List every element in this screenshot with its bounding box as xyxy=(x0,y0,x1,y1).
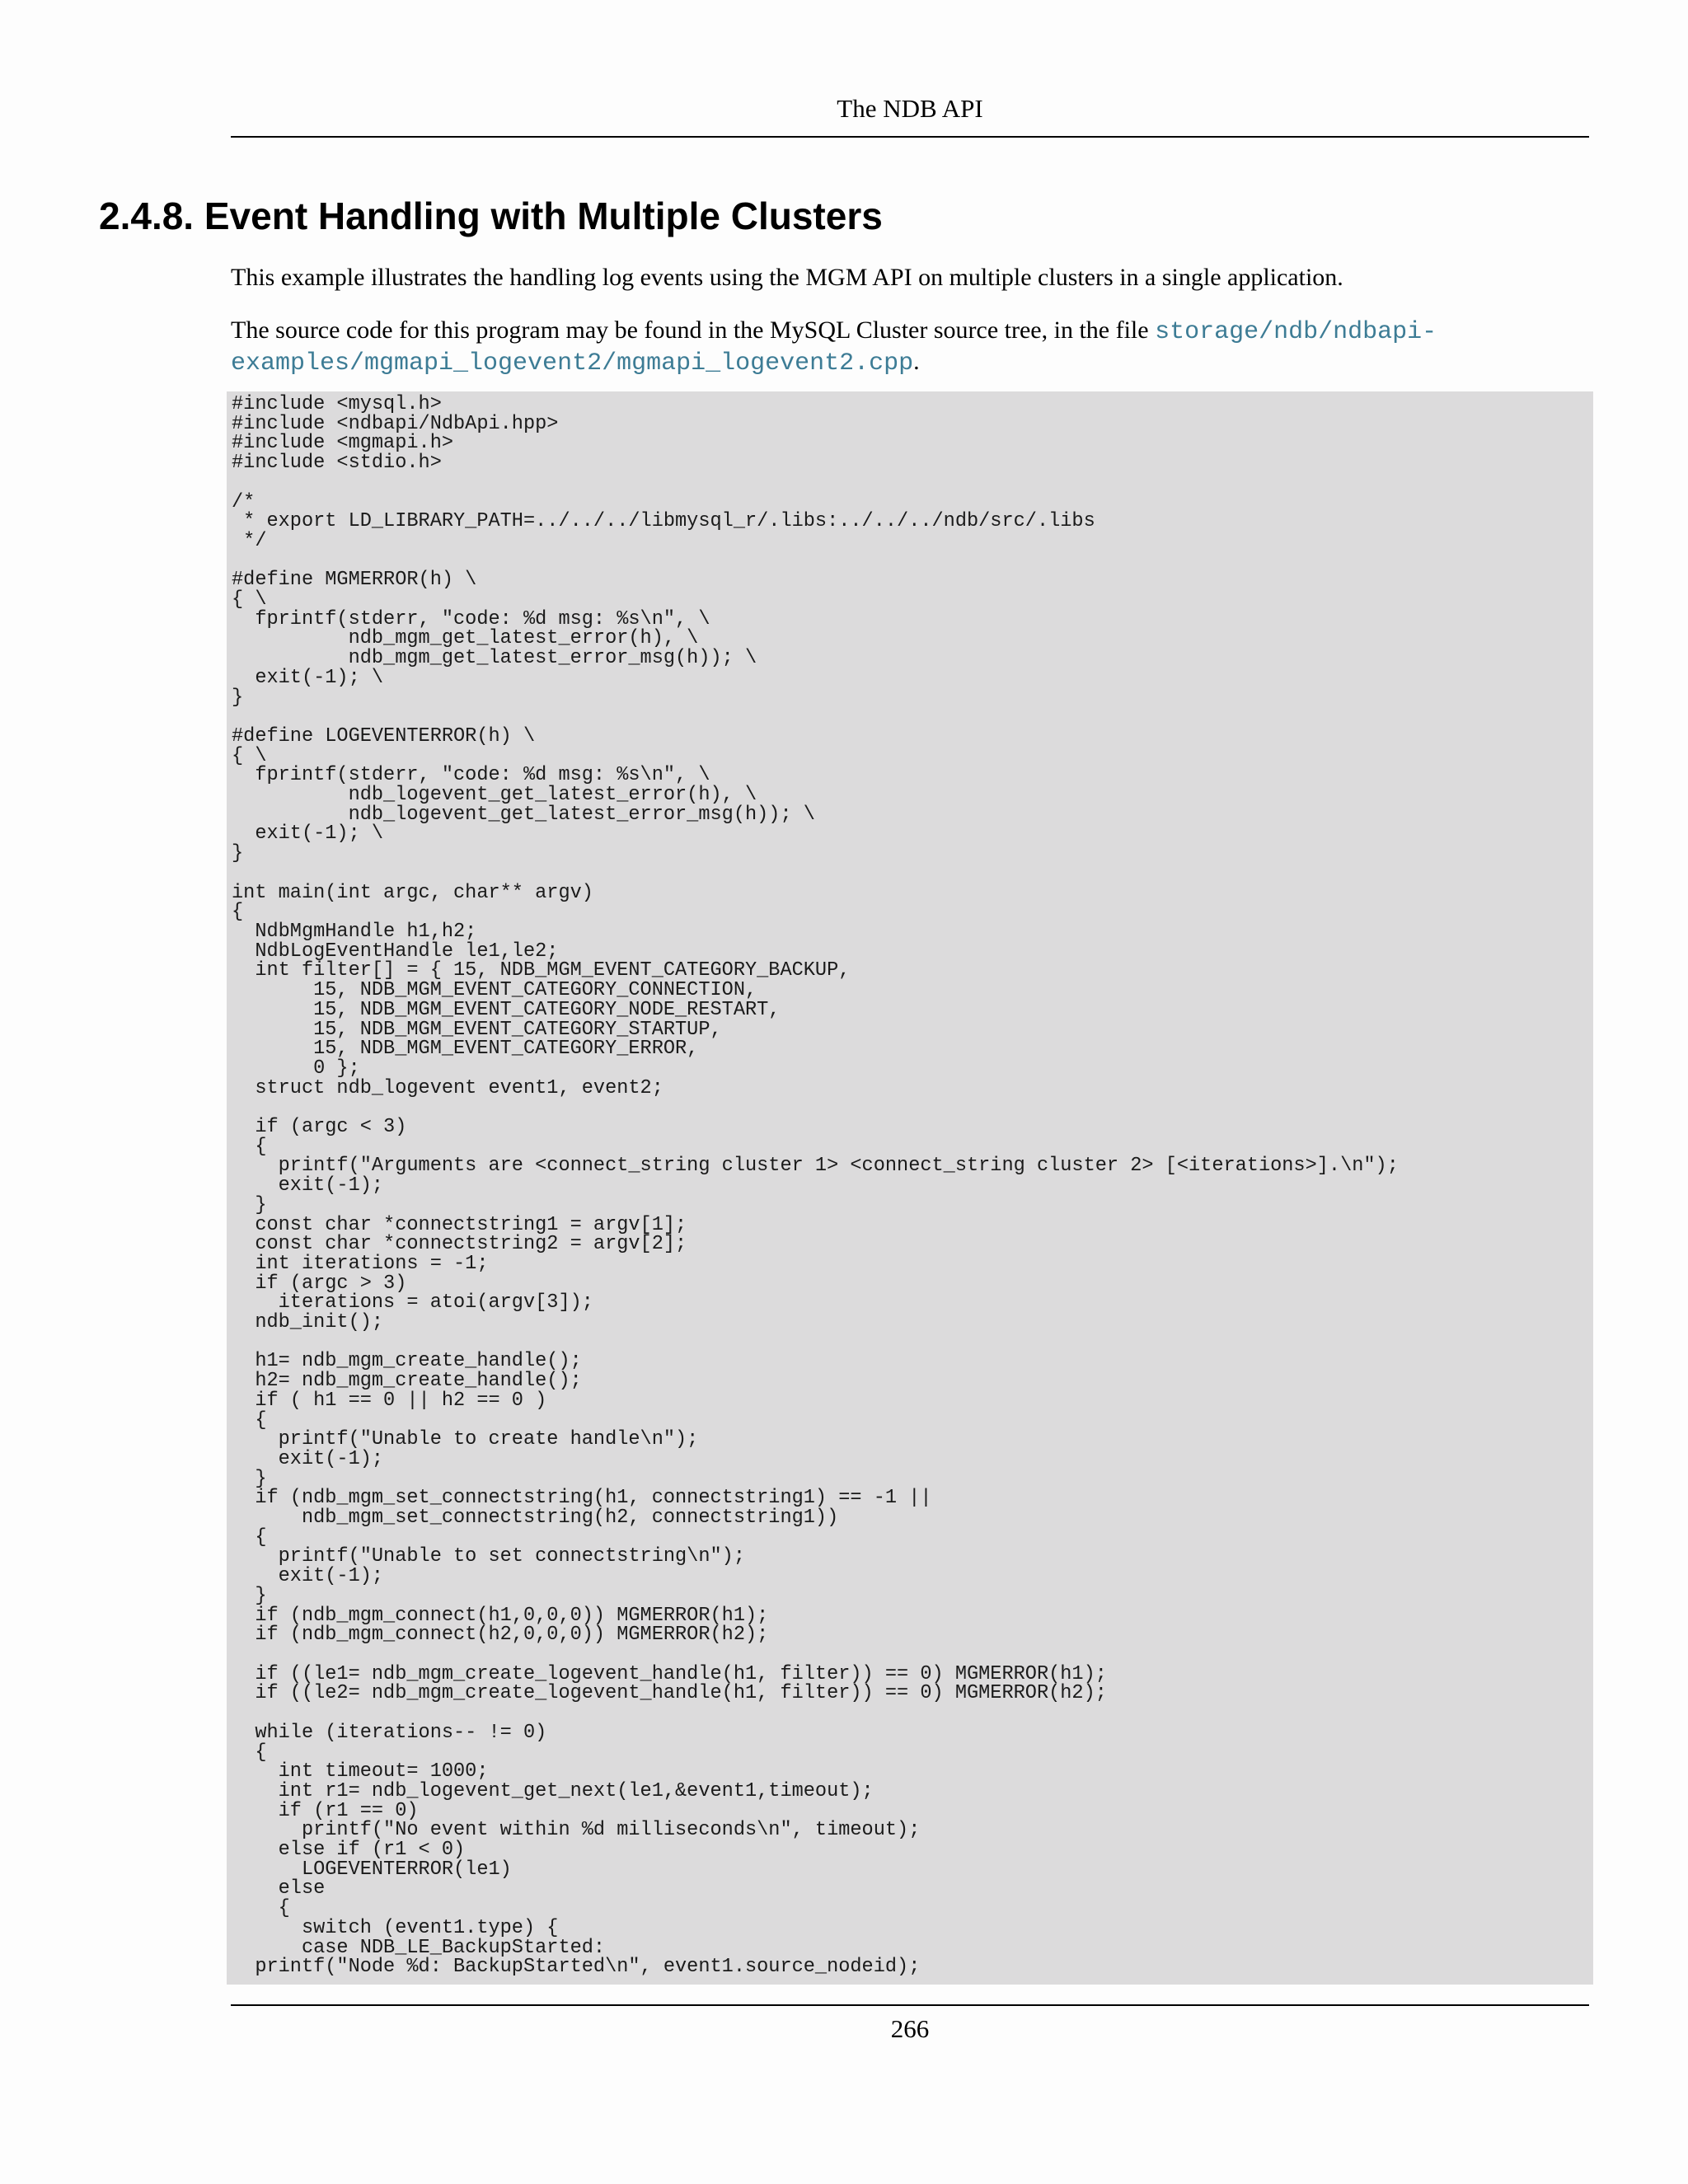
running-header: The NDB API xyxy=(837,94,983,123)
source-location-suffix: . xyxy=(913,348,920,375)
source-location-paragraph xyxy=(231,316,1589,378)
header-rule xyxy=(231,136,1589,138)
section-heading: 2.4.8. Event Handling with Multiple Clusters xyxy=(99,194,883,237)
source-file-link[interactable]: storage/ndb/ndbapi-examples/mgmapi_logevent2/mgmapi_logevent2.cpp xyxy=(231,318,1437,377)
source-location-prefix: The source code for this program may be found in the MySQL Cluster source tree, in the file xyxy=(231,316,1156,344)
footer-rule xyxy=(231,2004,1589,2006)
code-listing: #include <mysql.h> #include <ndbapi/NdbApi.hpp> #include <mgmapi.h> #include <stdio.h> /* * export LD_LIBRARY_PATH=../../../libmysql_r/.libs:../../../ndb/src/.libs */ #define MGMERROR(h) \ { \ fprintf(stderr, "code: %d msg: %s\n", \ ndb_mgm_get_latest_error(h), \ ndb_mgm_get_latest_error_msg(h)); \ exit(-1); \ } #define LOGEVENTERROR(h) \ { \ fprintf(stderr, "code: %d msg: %s\n", \ ndb_logevent_get_latest_error(h), \ ndb_logevent_get_latest_error_msg(h)); \ exit(-1); \ } int main(int argc, char** argv) { NdbMgmHandle h1,h2; NdbLogEventHandle le1,le2; int filter[] = { 15, NDB_MGM_EVENT_CATEGORY_BACKUP, 15, NDB_MGM_EVENT_CATEGORY_CONNECTION, 15, NDB_MGM_EVENT_CATEGORY_NODE_RESTART, 15, NDB_MGM_EVENT_CATEGORY_STARTUP, 15, NDB_MGM_EVENT_CATEGORY_ERROR, 0 }; struct ndb_logevent event1, event2; if (argc < 3) { printf("Arguments are <connect_string cluster 1> <connect_string cluster 2> [<iterations>].\n"); exit(-1); } const char *connectstring1 = argv[1]; const char *connectstring2 = argv[2]; int iterations = -1; if (argc > 3) iterations = atoi(argv[3]); ndb_init(); h1= ndb_mgm_create_handle(); h2= ndb_mgm_create_handle(); if ( h1 == 0 || h2 == 0 ) { printf("Unable to create handle\n"); exit(-1); } if (ndb_mgm_set_connectstring(h1, connectstring1) == -1 || ndb_mgm_set_connectstring(h2, connectstring1)) { printf("Unable to set connectstring\n"); exit(-1); } if (ndb_mgm_connect(h1,0,0,0)) MGMERROR(h1); if (ndb_mgm_connect(h2,0,0,0)) MGMERROR(h2); if ((le1= ndb_mgm_create_logevent_handle(h1, filter)) == 0) MGMERROR(h1); if ((le2= ndb_mgm_create_logevent_handle(h1, filter)) == 0) MGMERROR(h2); while (iterations-- != 0) { int timeout= 1000; int r1= ndb_logevent_get_next(le1,&event1,timeout); if (r1 == 0) printf("No event within %d milliseconds\n", timeout); else if (r1 < 0) LOGEVENTERROR(le1) else { switch (event1.type) { case NDB_LE_BackupStarted: printf("Node %d: BackupStarted\n", event1.source_nodeid); xyxy=(232,393,1399,1979)
code-listing-box xyxy=(227,391,1593,1985)
page-number: 266 xyxy=(890,2014,930,2043)
intro-paragraph: This example illustrates the handling log events using the MGM API on multiple clusters in a single application. xyxy=(231,264,1343,291)
